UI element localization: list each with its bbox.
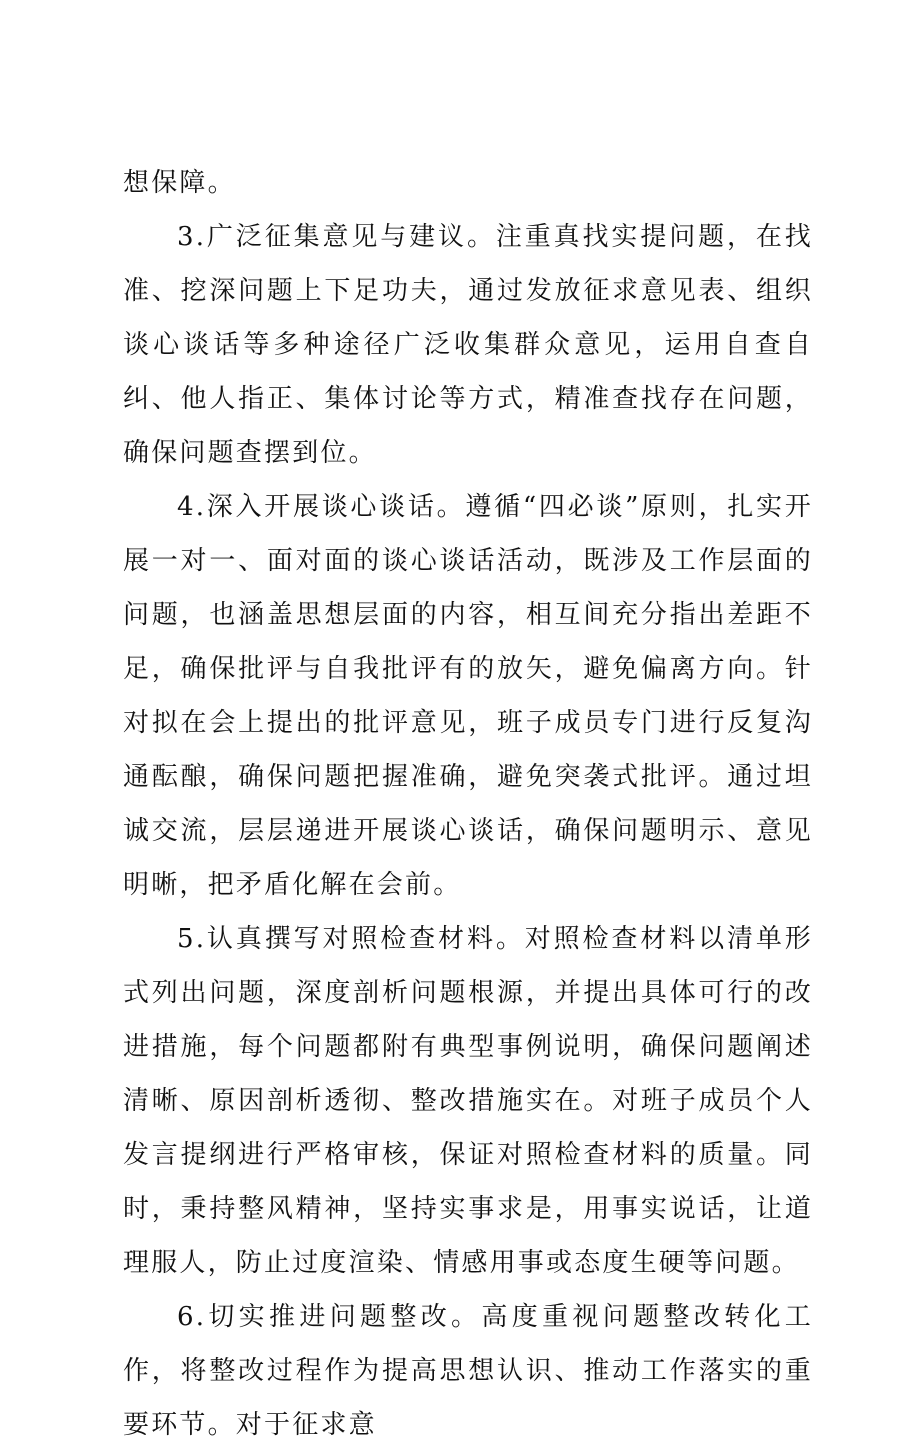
document-body bbox=[123, 156, 813, 1452]
paragraph-item-4: 4.深入开展谈心谈话。遵循“四必谈”原则，扎实开展一对一、面对面的谈心谈话活动，既涉及工作层面的问题，也涵盖思想层面的内容，相互间充分指出差距不足，确保批评与自我批评有的放矢，避免偏离方向。针对拟在会上提出的批评意见，班子成员专门进行反复沟通酝酿，确保问题把握准确，避免突袭式批评。通过坦诚交流，层层递进开展谈心谈话，确保问题明示、意见明晰，把矛盾化解在会前。 bbox=[123, 492, 813, 900]
paragraph-item-6: 6.切实推进问题整改。高度重视问题整改转化工作，将整改过程作为提高思想认识、推动工作落实的重要环节。对于征求意 bbox=[123, 1302, 813, 1440]
paragraph-item-5: 5.认真撰写对照检查材料。对照检查材料以清单形式列出问题，深度剖析问题根源，并提出具体可行的改进措施，每个问题都附有典型事例说明，确保问题阐述清晰、原因剖析透彻、整改措施实在。对班子成员个人发言提纲进行严格审核，保证对照检查材料的质量。同时，秉持整风精神，坚持实事求是，用事实说话，让道理服人，防止过度渲染、情感用事或态度生硬等问题。 bbox=[123, 924, 813, 1278]
paragraph-item-3: 3.广泛征集意见与建议。注重真找实提问题，在找准、挖深问题上下足功夫，通过发放征求意见表、组织谈心谈话等多种途径广泛收集群众意见，运用自查自纠、他人指正、集体讨论等方式，精准查找存在问题，确保问题查摆到位。 bbox=[123, 222, 813, 468]
paragraph-continuation: 想保障。 bbox=[123, 168, 236, 198]
